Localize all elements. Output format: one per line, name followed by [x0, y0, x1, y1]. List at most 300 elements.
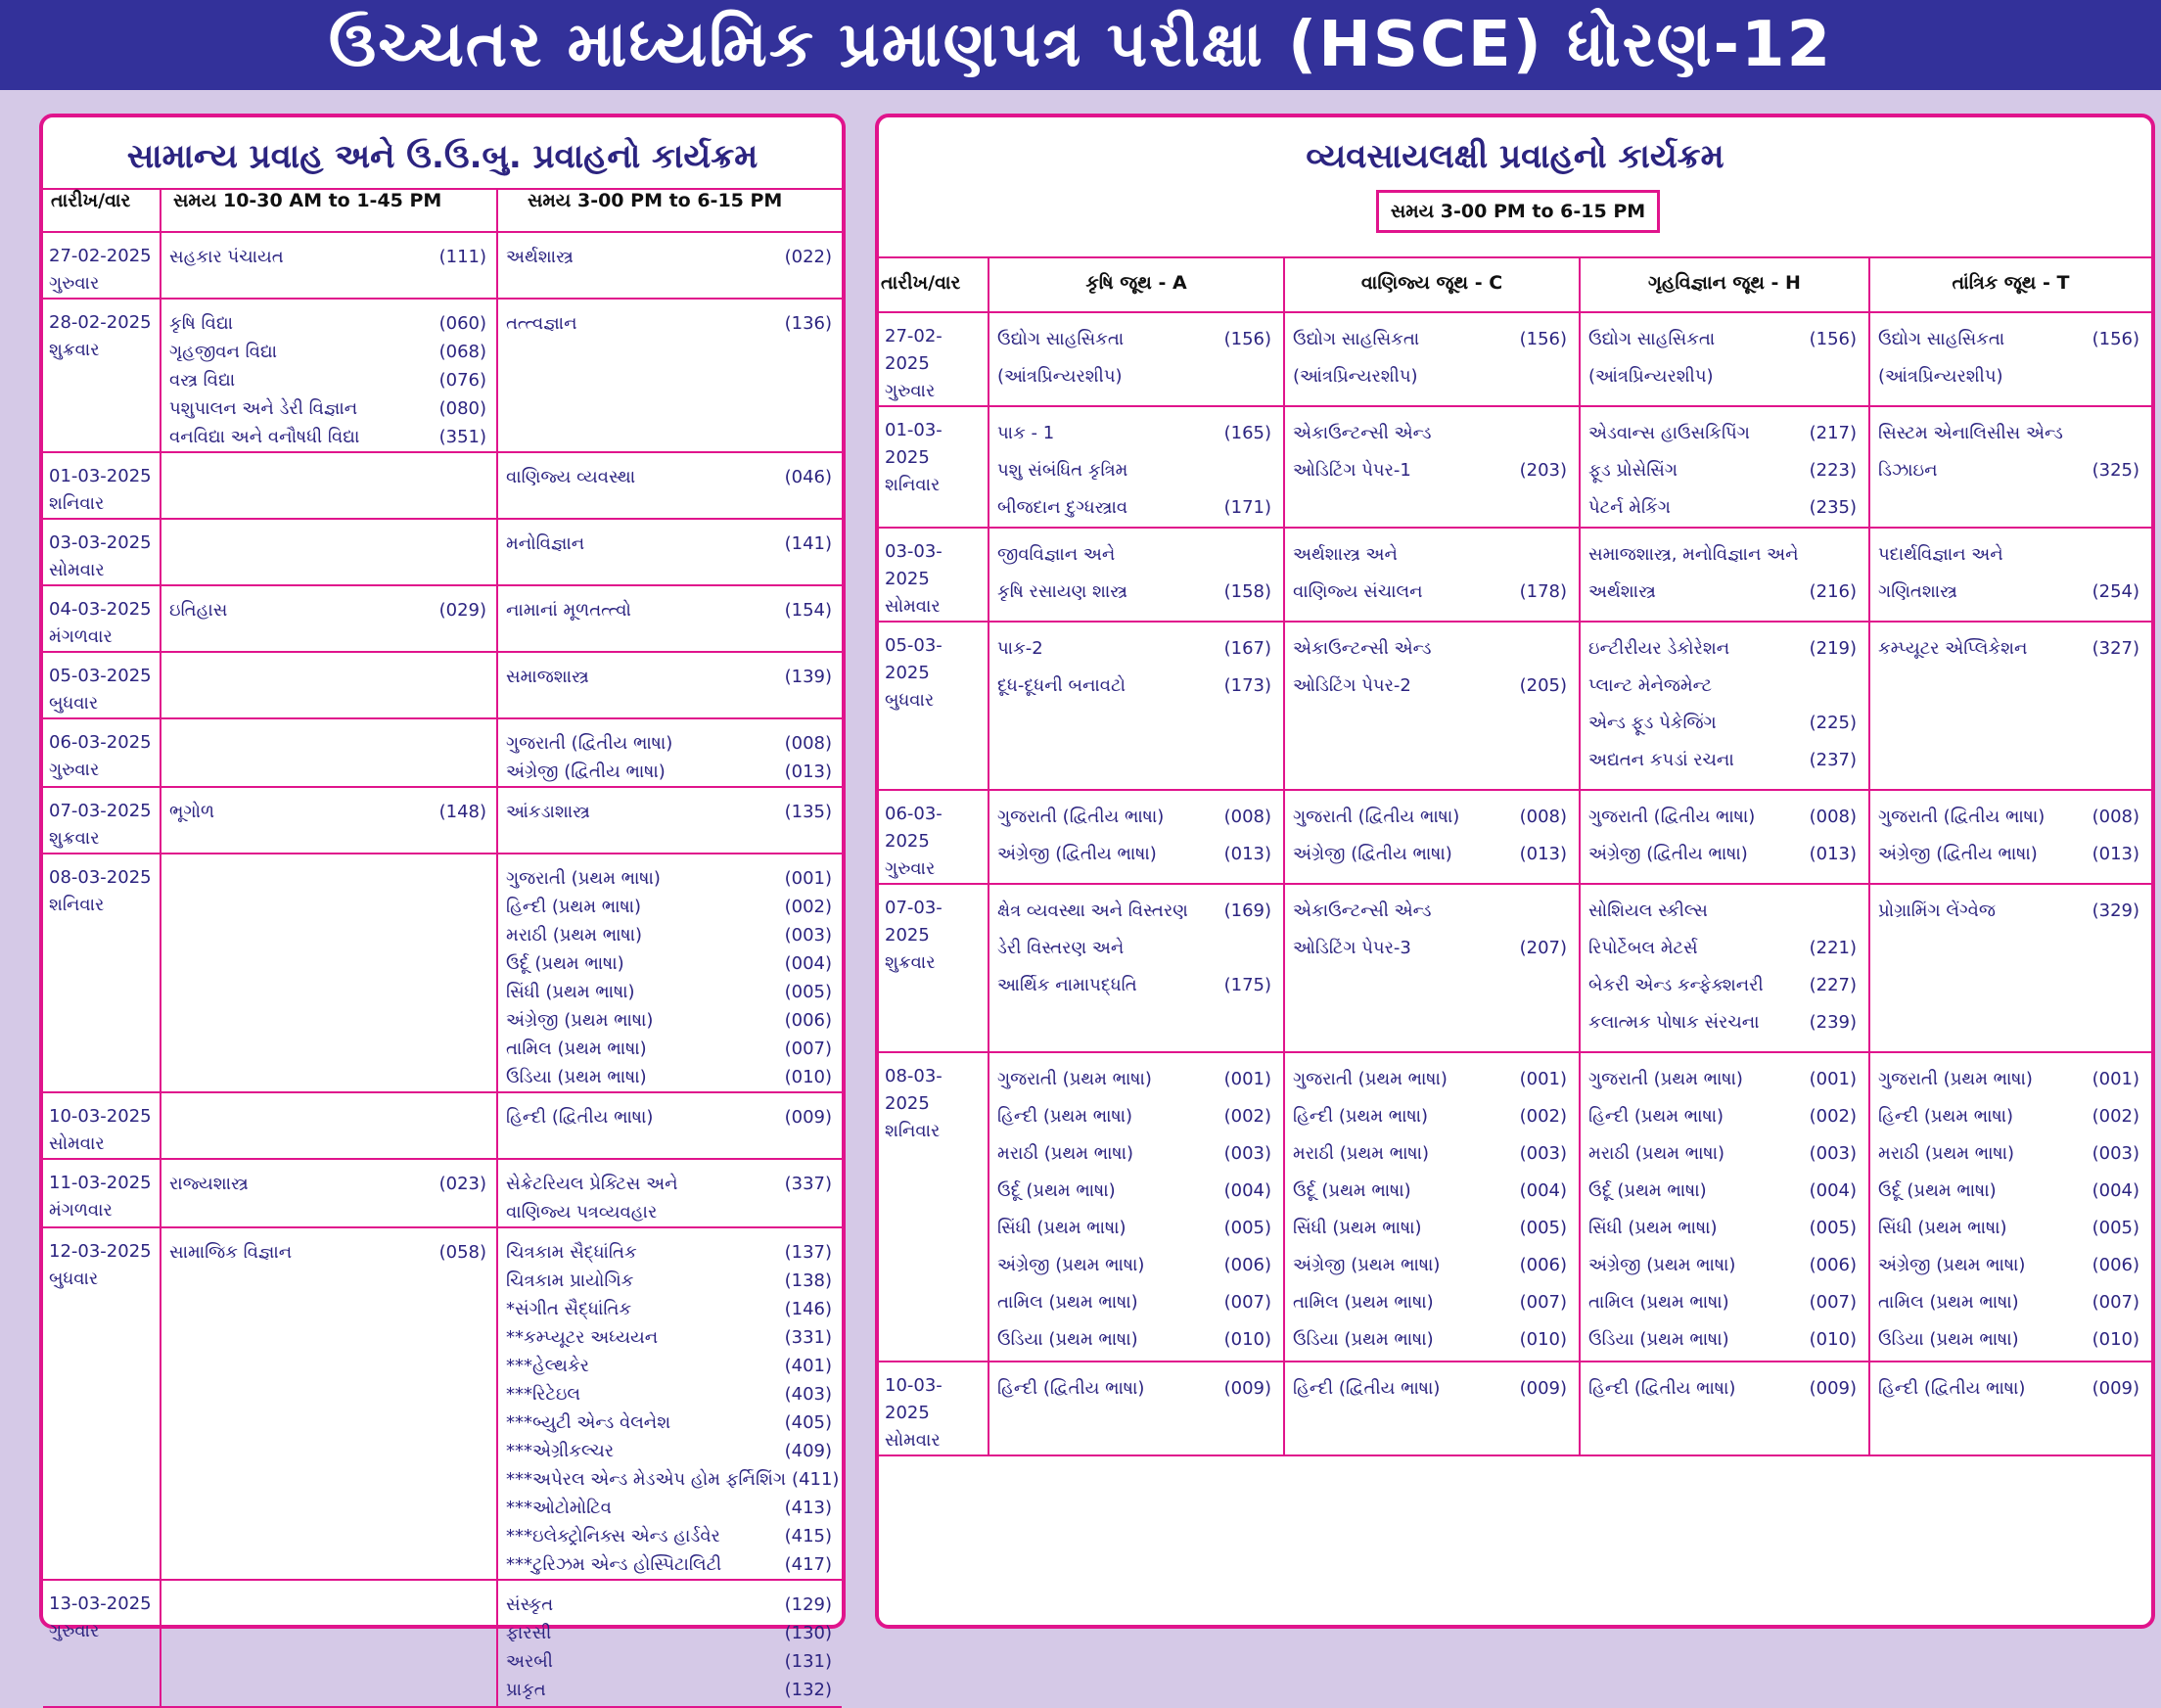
subject-name: સિંધી (પ્રથમ ભાષા): [1293, 1218, 1422, 1238]
subject-line: [506, 1170, 832, 1198]
group-cell: [989, 312, 1284, 406]
date-cell: [879, 406, 989, 528]
subject-name: સામાજિક વિજ્ઞાન: [169, 1242, 293, 1263]
header-homescience-group: ગૃહવિજ્ઞાન જૂથ - H: [1580, 257, 1869, 312]
subject-code: (009): [1809, 1378, 1857, 1399]
subject-name: સિંધી (પ્રથમ ભાષા): [1878, 1218, 2007, 1238]
date-cell: [43, 787, 161, 854]
subject-code: (131): [784, 1651, 832, 1672]
subject-line: [1588, 967, 1857, 1004]
subject-code: (156): [1809, 329, 1857, 349]
subject-code: (001): [2092, 1069, 2139, 1089]
subject-name: ફૂડ પ્રોસેસિંગ: [1588, 460, 1678, 481]
subject-name: એન્ડ ફૂડ પેકેજિંગ: [1588, 713, 1717, 733]
group-cell: [989, 790, 1284, 884]
subject-name: ઉડિયા (પ્રથમ ભાષા): [1878, 1329, 2019, 1350]
subject-code: (111): [438, 247, 486, 267]
subject-name: સહકાર પંચાયત: [169, 247, 284, 267]
subject-code: (219): [1809, 638, 1857, 659]
subject-code: (013): [1809, 844, 1857, 864]
subject-line: [997, 1098, 1271, 1135]
subject-name: (આંત્રપ્રિન્યરશીપ): [1588, 366, 1714, 387]
subject-code: (135): [784, 802, 832, 822]
group-cell: [989, 622, 1284, 790]
subject-code: (327): [2092, 638, 2139, 659]
subject-line: [997, 574, 1271, 611]
header-date: તારીખ/વાર: [879, 257, 989, 312]
subject-line: [506, 798, 832, 826]
afternoon-cell: [497, 585, 842, 652]
subject-name: અંગ્રેજી (પ્રથમ ભાષા): [1588, 1255, 1736, 1275]
schedule-row: [879, 884, 2151, 1052]
morning-cell: [161, 1580, 497, 1707]
subject-line: [1588, 536, 1857, 574]
subject-name: ઉર્દૂ (પ્રથમ ભાષા): [1878, 1180, 1997, 1201]
subject-name: બીજદાન દુગ્ધસ્ત્રાવ: [997, 497, 1128, 518]
afternoon-cell: [497, 1159, 842, 1227]
subject-name: ઓડિટિંગ પેપર-1: [1293, 460, 1411, 481]
subject-line: [1588, 1004, 1857, 1041]
subject-line: [1588, 930, 1857, 967]
group-cell: [1580, 790, 1869, 884]
subject-name: અંગ્રેજી (દ્વિતીય ભાષા): [506, 762, 666, 782]
subject-name: અંગ્રેજી (દ્વિતીય ભાષા): [1588, 844, 1748, 864]
subject-code: (207): [1519, 938, 1567, 958]
subject-name: ***ટુરિઝમ એન્ડ હોસ્પિટાલિટી: [506, 1554, 722, 1575]
subject-line: [169, 338, 486, 366]
subject-code: [1561, 415, 1567, 452]
vocational-time-box: સમય 3-00 PM to 6-15 PM: [1376, 190, 1660, 233]
subject-code: (004): [1809, 1180, 1857, 1201]
subject-line: [506, 243, 832, 271]
afternoon-cell: [497, 1227, 842, 1580]
subject-name: ગુજરાતી (દ્વિતીય ભાષા): [1588, 807, 1756, 827]
exam-date: 05-03-2025: [49, 666, 152, 686]
subject-name: ગુજરાતી (દ્વિતીય ભાષા): [1293, 807, 1460, 827]
subject-line: [1588, 1173, 1857, 1210]
subject-name: ગુજરાતી (પ્રથમ ભાષા): [1588, 1069, 1743, 1089]
subject-code: (403): [784, 1384, 832, 1405]
group-cell: [1580, 528, 1869, 622]
subject-line: [1293, 1284, 1567, 1321]
morning-cell: [161, 718, 497, 787]
subject-line: [1878, 321, 2139, 358]
subject-line: [1293, 630, 1567, 668]
subject-name: સમાજશાસ્ત્ર, મનોવિજ્ઞાન અને: [1588, 544, 1799, 565]
date-cell: [879, 884, 989, 1052]
subject-name: (આંત્રપ્રિન્યરશીપ): [1293, 366, 1418, 387]
exam-date: 27-02-2025: [885, 326, 943, 374]
subject-line: [1293, 1247, 1567, 1284]
subject-name: ઉર્દૂ (પ્રથમ ભાષા): [506, 953, 624, 974]
subject-name: પ્રોગ્રામિંગ લેંગ્વેજ: [1878, 900, 1996, 921]
subject-code: [2134, 415, 2139, 452]
exam-date: 03-03-2025: [49, 532, 152, 553]
subject-name: પશુ સંબંધિત કૃત્રિમ: [997, 460, 1128, 481]
subject-name: હિન્દી (દ્વિતીય ભાષા): [1293, 1378, 1441, 1399]
subject-code: (239): [1809, 1012, 1857, 1033]
morning-cell: [161, 1227, 497, 1580]
subject-name: ***હેલ્થકેર: [506, 1356, 589, 1376]
subject-name: સિંધી (પ્રથમ ભાષા): [1588, 1218, 1718, 1238]
subject-code: (235): [1809, 497, 1857, 518]
group-cell: [1869, 528, 2151, 622]
subject-code: (136): [784, 313, 832, 334]
subject-line: [1293, 574, 1567, 611]
subject-name: અંગ્રેજી (પ્રથમ ભાષા): [997, 1255, 1145, 1275]
subject-line: [997, 452, 1271, 489]
subject-line: [506, 978, 832, 1006]
schedule-row: [879, 622, 2151, 790]
subject-line: [1588, 452, 1857, 489]
subject-code: (146): [784, 1299, 832, 1319]
subject-name: આર્થિક નામાપદ્ધતિ: [997, 975, 1137, 995]
subject-code: (156): [1223, 329, 1271, 349]
group-cell: [1284, 790, 1580, 884]
group-cell: [1869, 406, 2151, 528]
subject-code: [1561, 358, 1567, 395]
header-afternoon: સમય 3-00 PM to 6-15 PM: [497, 189, 842, 232]
subject-line: [997, 1135, 1271, 1173]
subject-line: [1878, 1098, 2139, 1135]
schedule-row: [43, 718, 842, 787]
subject-name: ભૂગોળ: [169, 802, 215, 822]
exam-day: શુક્રવાર: [885, 952, 936, 973]
subject-line: [997, 321, 1271, 358]
group-cell: [989, 1052, 1284, 1362]
subject-name: હિન્દી (દ્વિતીય ભાષા): [997, 1378, 1145, 1399]
subject-code: (417): [784, 1554, 832, 1575]
subject-code: (167): [1223, 638, 1271, 659]
subject-line: [1878, 1210, 2139, 1247]
subject-code: (132): [784, 1680, 832, 1700]
subject-code: (004): [2092, 1180, 2139, 1201]
subject-line: [506, 1352, 832, 1380]
subject-name: ***રિટેઇલ: [506, 1384, 581, 1405]
subject-line: [1878, 358, 2139, 395]
afternoon-cell: [497, 1092, 842, 1159]
subject-name: ઉડિયા (પ્રથમ ભાષા): [506, 1067, 647, 1087]
subject-line: [997, 1370, 1271, 1408]
subject-line: [506, 1238, 832, 1267]
subject-code: (409): [784, 1441, 832, 1461]
exam-day: મંગળવાર: [49, 1200, 113, 1221]
exam-day: ગુરુવાર: [885, 858, 936, 879]
subject-code: (009): [1223, 1378, 1271, 1399]
subject-code: (351): [438, 427, 486, 447]
subject-line: [1588, 1284, 1857, 1321]
date-cell: [879, 1362, 989, 1455]
subject-name: દૂધ-દૂધની બનાવટો: [997, 675, 1126, 696]
schedule-row: [879, 1052, 2151, 1362]
subject-name: હિન્દી (દ્વિતીય ભાષા): [1588, 1378, 1736, 1399]
subject-name: તામિલ (પ્રથમ ભાષા): [997, 1292, 1138, 1313]
morning-cell: [161, 585, 497, 652]
group-cell: [1580, 312, 1869, 406]
exam-day: ગુરુવાર: [49, 1621, 100, 1641]
subject-code: [1561, 893, 1567, 930]
subject-code: (221): [1809, 938, 1857, 958]
schedule-row: [879, 790, 2151, 884]
subject-code: (156): [2092, 329, 2139, 349]
subject-code: (004): [1223, 1180, 1271, 1201]
subject-line: [1878, 893, 2139, 930]
subject-code: (005): [1519, 1218, 1567, 1238]
date-cell: [43, 232, 161, 299]
subject-name: ઓડિટિંગ પેપર-2: [1293, 675, 1411, 696]
group-cell: [1580, 884, 1869, 1052]
afternoon-cell: [497, 1580, 842, 1707]
exam-day: શનિવાર: [885, 1121, 941, 1141]
subject-name: અંગ્રેજી (પ્રથમ ભાષા): [506, 1010, 654, 1031]
subject-code: (010): [1809, 1329, 1857, 1350]
subject-name: ઉર્દૂ (પ્રથમ ભાષા): [1588, 1180, 1707, 1201]
subject-code: (013): [2092, 844, 2139, 864]
subject-name: ***બ્યુટી એન્ડ વેલનેશ: [506, 1412, 671, 1433]
schedule-row: [43, 585, 842, 652]
exam-day: સોમવાર: [885, 1430, 941, 1451]
group-cell: [989, 528, 1284, 622]
afternoon-cell: [497, 652, 842, 718]
morning-cell: [161, 1092, 497, 1159]
subject-line: [169, 243, 486, 271]
afternoon-cell: [497, 854, 842, 1092]
subject-name: હિન્દી (પ્રથમ ભાષા): [1293, 1106, 1429, 1127]
schedule-row: [43, 652, 842, 718]
header-morning: સમય 10-30 AM to 1-45 PM: [161, 189, 497, 232]
subject-line: [997, 1321, 1271, 1359]
subject-code: (008): [1223, 807, 1271, 827]
subject-code: (003): [784, 925, 832, 946]
subject-name: હિન્દી (દ્વિતીય ભાષા): [1878, 1378, 2026, 1399]
exam-date: 05-03-2025: [885, 635, 943, 683]
subject-code: (156): [1519, 329, 1567, 349]
group-cell: [1869, 790, 2151, 884]
subject-name: અંગ્રેજી (દ્વિતીય ભાષા): [997, 844, 1157, 864]
subject-name: અંગ્રેજી (દ્વિતીય ભાષા): [1293, 844, 1452, 864]
subject-line: [506, 921, 832, 949]
subject-name: કૃષિ વિદ્યા: [169, 313, 234, 334]
exam-date: 12-03-2025: [49, 1241, 152, 1262]
subject-line: [1878, 415, 2139, 452]
subject-code: (002): [2092, 1106, 2139, 1127]
subject-line: [1293, 1173, 1567, 1210]
subject-code: (331): [784, 1327, 832, 1348]
subject-code: (001): [1809, 1069, 1857, 1089]
subject-name: ક્ષેત્ર વ્યવસ્થા અને વિસ્તરણ: [997, 900, 1188, 921]
subject-code: [1561, 630, 1567, 668]
group-cell: [1580, 1362, 1869, 1455]
subject-code: (223): [1809, 460, 1857, 481]
group-cell: [1580, 406, 1869, 528]
subject-line: [997, 967, 1271, 1004]
subject-name: ગુજરાતી (દ્વિતીય ભાષા): [506, 733, 673, 754]
subject-line: [506, 530, 832, 558]
subject-name: ઉડિયા (પ્રથમ ભાષા): [997, 1329, 1138, 1350]
exam-day: ગુરુવાર: [885, 381, 936, 401]
subject-line: [1293, 930, 1567, 967]
subject-line: [169, 596, 486, 624]
subject-line: [169, 309, 486, 338]
subject-name: ઉદ્યોગ સાહસિકતા: [1588, 329, 1716, 349]
subject-code: (337): [784, 1174, 832, 1194]
exam-day: ગુરુવાર: [49, 273, 100, 294]
subject-name: તામિલ (પ્રથમ ભાષા): [1878, 1292, 2019, 1313]
schedule-row: [43, 232, 842, 299]
subject-name: રાજ્યશાસ્ત્ર: [169, 1174, 249, 1194]
subject-name: અંગ્રેજી (દ્વિતીય ભાષા): [1878, 844, 2038, 864]
subject-code: (005): [2092, 1218, 2139, 1238]
subject-line: [1293, 536, 1567, 574]
subject-line: [506, 1408, 832, 1437]
subject-code: (060): [438, 313, 486, 334]
subject-code: (006): [784, 1010, 832, 1031]
subject-line: [997, 668, 1271, 705]
subject-code: (254): [2092, 581, 2139, 602]
subject-name: ઓડિટિંગ પેપર-3: [1293, 938, 1411, 958]
vocational-stream-panel: [875, 114, 2155, 1629]
subject-name: વાણિજ્ય વ્યવસ્થા: [506, 467, 636, 487]
subject-code: (217): [1809, 423, 1857, 443]
subject-name: સિંધી (પ્રથમ ભાષા): [506, 982, 635, 1002]
subject-line: [1293, 836, 1567, 873]
subject-line: [1588, 1321, 1857, 1359]
afternoon-cell: [497, 718, 842, 787]
date-cell: [43, 718, 161, 787]
schedule-row: [43, 1580, 842, 1707]
subject-line: [1878, 574, 2139, 611]
header-technical-group: તાંત્રિક જૂથ - T: [1869, 257, 2151, 312]
subject-code: (029): [438, 600, 486, 621]
group-cell: [1869, 1362, 2151, 1455]
subject-line: [1878, 630, 2139, 668]
exam-date: 27-02-2025: [49, 246, 152, 266]
subject-name: વાણિજ્ય પત્રવ્યવહાર: [506, 1202, 658, 1223]
subject-code: (006): [2092, 1255, 2139, 1275]
subject-name: (આંત્રપ્રિન્યરશીપ): [1878, 366, 2003, 387]
subject-code: [826, 1198, 832, 1226]
subject-line: [506, 1380, 832, 1408]
subject-name: હિન્દી (પ્રથમ ભાષા): [506, 897, 642, 917]
subject-name: મરાઠી (પ્રથમ ભાષા): [997, 1143, 1134, 1164]
subject-line: [1293, 415, 1567, 452]
subject-code: (003): [1519, 1143, 1567, 1164]
subject-code: (013): [784, 762, 832, 782]
exam-date: 01-03-2025: [885, 420, 943, 468]
subject-name: કલાત્મક પોષાક સંરચના: [1588, 1012, 1760, 1033]
subject-line: [1878, 1370, 2139, 1408]
subject-name: હિન્દી (દ્વિતીય ભાષા): [506, 1107, 654, 1128]
subject-code: (068): [438, 342, 486, 362]
group-cell: [989, 1362, 1284, 1455]
subject-code: (129): [784, 1594, 832, 1615]
subject-line: [1588, 668, 1857, 705]
subject-name: તામિલ (પ્રથમ ભાષા): [506, 1039, 647, 1059]
exam-day: મંગળવાર: [49, 626, 113, 647]
subject-code: (002): [784, 897, 832, 917]
subject-code: (002): [1223, 1106, 1271, 1127]
subject-line: [1878, 799, 2139, 836]
subject-code: (130): [784, 1623, 832, 1643]
subject-line: [1878, 1247, 2139, 1284]
subject-line: [506, 1006, 832, 1035]
exam-date: 08-03-2025: [49, 867, 152, 888]
subject-code: (005): [784, 982, 832, 1002]
date-cell: [879, 622, 989, 790]
subject-name: ગૃહજીવન વિદ્યા: [169, 342, 278, 362]
subject-name: **કમ્પ્યૂટર અધ્યયન: [506, 1327, 659, 1348]
subject-name: ***એગ્રીકલ્ચર: [506, 1441, 615, 1461]
subject-name: ઇન્ટીરીયર ડેકોરેશન: [1588, 638, 1730, 659]
subject-name: ઉદ્યોગ સાહસિકતા: [997, 329, 1125, 349]
schedule-row: [43, 1092, 842, 1159]
subject-line: [997, 630, 1271, 668]
subject-code: (329): [2092, 900, 2139, 921]
subject-name: અંગ્રેજી (પ્રથમ ભાષા): [1878, 1255, 2026, 1275]
subject-code: (007): [1519, 1292, 1567, 1313]
subject-line: [1293, 1321, 1567, 1359]
group-cell: [989, 884, 1284, 1052]
subject-name: મનોવિજ્ઞાન: [506, 533, 585, 554]
schedule-row: [43, 519, 842, 585]
subject-line: [506, 864, 832, 893]
subject-name: ઇતિહાસ: [169, 600, 228, 621]
subject-code: (007): [1809, 1292, 1857, 1313]
subject-name: ફારસી: [506, 1623, 552, 1643]
group-cell: [989, 406, 1284, 528]
subject-name: સોશિયલ સ્કીલ્સ: [1588, 900, 1708, 921]
subject-code: (005): [1223, 1218, 1271, 1238]
subject-code: (225): [1809, 713, 1857, 733]
subject-name: ચિત્રકામ સૈદ્ધાંતિક: [506, 1242, 637, 1263]
subject-name: ગુજરાતી (પ્રથમ ભાષા): [997, 1069, 1152, 1089]
subject-line: [506, 463, 832, 491]
subject-code: [1851, 358, 1857, 395]
date-cell: [879, 528, 989, 622]
subject-code: (148): [438, 802, 486, 822]
exam-date: 10-03-2025: [49, 1106, 152, 1127]
subject-code: (010): [784, 1067, 832, 1087]
date-cell: [43, 299, 161, 452]
subject-code: (178): [1519, 581, 1567, 602]
subject-code: (022): [784, 247, 832, 267]
subject-line: [1588, 415, 1857, 452]
subject-line: [506, 758, 832, 786]
subject-line: [506, 1550, 832, 1579]
subject-code: (010): [2092, 1329, 2139, 1350]
subject-line: [997, 415, 1271, 452]
subject-name: ઉર્દૂ (પ્રથમ ભાષા): [997, 1180, 1116, 1201]
subject-code: (205): [1519, 675, 1567, 696]
subject-name: મરાઠી (પ્રથમ ભાષા): [506, 925, 643, 946]
subject-code: [1561, 536, 1567, 574]
subject-code: (002): [1809, 1106, 1857, 1127]
subject-name: ઉડિયા (પ્રથમ ભાષા): [1588, 1329, 1729, 1350]
schedule-row: [43, 854, 842, 1092]
subject-name: અદ્યતન કપડાં રચના: [1588, 750, 1734, 770]
group-cell: [1284, 622, 1580, 790]
date-cell: [879, 790, 989, 884]
subject-code: (010): [1223, 1329, 1271, 1350]
subject-name: ડિઝાઇન: [1878, 460, 1938, 481]
exam-date: 03-03-2025: [885, 541, 943, 589]
subject-line: [1293, 452, 1567, 489]
schedule-row: [43, 1227, 842, 1580]
subject-code: [1851, 668, 1857, 705]
subject-code: (010): [1519, 1329, 1567, 1350]
exam-date: 08-03-2025: [885, 1066, 943, 1114]
subject-name: પશુપાલન અને ડેરી વિજ્ઞાન: [169, 398, 358, 419]
